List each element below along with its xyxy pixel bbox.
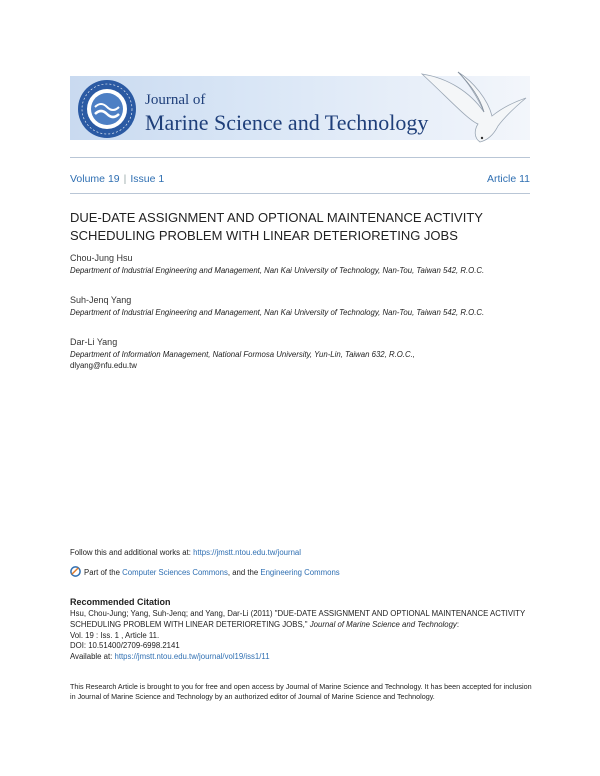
top-rule (70, 157, 530, 158)
citation-volume: Vol. 19 : Iss. 1 , Article 11. (70, 630, 160, 640)
citation-available-label: Available at: (70, 652, 115, 662)
follow-line (70, 548, 301, 557)
volume-link[interactable]: Volume 19 (70, 173, 120, 185)
separator: | (123, 173, 127, 185)
engineering-commons-link[interactable]: Engineering Commons (260, 568, 340, 577)
author-name: Suh-Jenq Yang (70, 295, 132, 305)
citation-available-link[interactable]: https://jmstt.ntou.edu.tw/journal/vol19/iss1/11 (114, 652, 270, 662)
author-name: Dar-Li Yang (70, 337, 118, 347)
computer-sciences-commons-link[interactable]: Computer Sciences Commons (122, 568, 228, 577)
part-of-prefix: Part of the (84, 568, 123, 577)
citation-colon: : (456, 619, 460, 629)
university-seal-icon (76, 78, 138, 140)
follow-text: Follow this and additional works at: (70, 548, 194, 557)
part-of-middle: , and the (227, 568, 261, 577)
citation-doi: DOI: 10.51400/2709-6998.2141 (70, 641, 180, 651)
mid-rule (70, 193, 530, 194)
article-title: DUE-DATE ASSIGNMENT AND OPTIONAL MAINTENANCE ACTIVITY SCHEDULING PROBLEM WITH LINEAR DETERIORETING JOBS (70, 210, 483, 243)
follow-link[interactable]: https://jmstt.ntou.edu.tw/journal (193, 548, 302, 557)
journal-name-line2: Marine Science and Technology (145, 110, 429, 135)
article-link[interactable]: Article 11 (487, 173, 530, 185)
issue-link[interactable]: Issue 1 (130, 173, 165, 185)
author-email: dlyang@nfu.edu.tw (70, 361, 137, 370)
footer-notice: This Research Article is brought to you for free and open access by Journal of Marine Science and Technology. It has been accepted for inclusion in Journal of Marine Science and Technology by an authorized editor of Journal of Marine Science and Technology. (70, 682, 532, 701)
author-affiliation: Department of Industrial Engineering and Management, Nan Kai University of Technology, Nan-Tou, Taiwan 542, R.O.C. (70, 266, 485, 275)
author-name: Chou-Jung Hsu (70, 253, 133, 263)
citation-text: Hsu, Chou-Jung; Yang, Suh-Jenq; and Yang, Dar-Li (2011) "DUE-DATE ASSIGNMENT AND OPTIONAL MAINTENANCE ACTIVITY SCHEDULING PROBLEM WITH LINEAR DETERIORETING JOBS," (70, 609, 526, 629)
citation-body (70, 609, 532, 663)
volume-issue (70, 173, 164, 185)
part-of-line (70, 566, 340, 577)
author-affiliation: Department of Information Management, National Formosa University, Yun-Lin, Taiwan 632, R.O.C., (70, 350, 415, 359)
journal-name-line1: Journal of (145, 92, 206, 108)
journal-banner (70, 68, 530, 148)
citation-journal: Journal of Marine Science and Technology (309, 619, 457, 629)
citation-heading: Recommended Citation (70, 597, 171, 607)
bepress-logo-icon (70, 566, 81, 577)
seagull-icon (418, 68, 530, 146)
author-affiliation: Department of Industrial Engineering and Management, Nan Kai University of Technology, Nan-Tou, Taiwan 542, R.O.C. (70, 308, 485, 317)
